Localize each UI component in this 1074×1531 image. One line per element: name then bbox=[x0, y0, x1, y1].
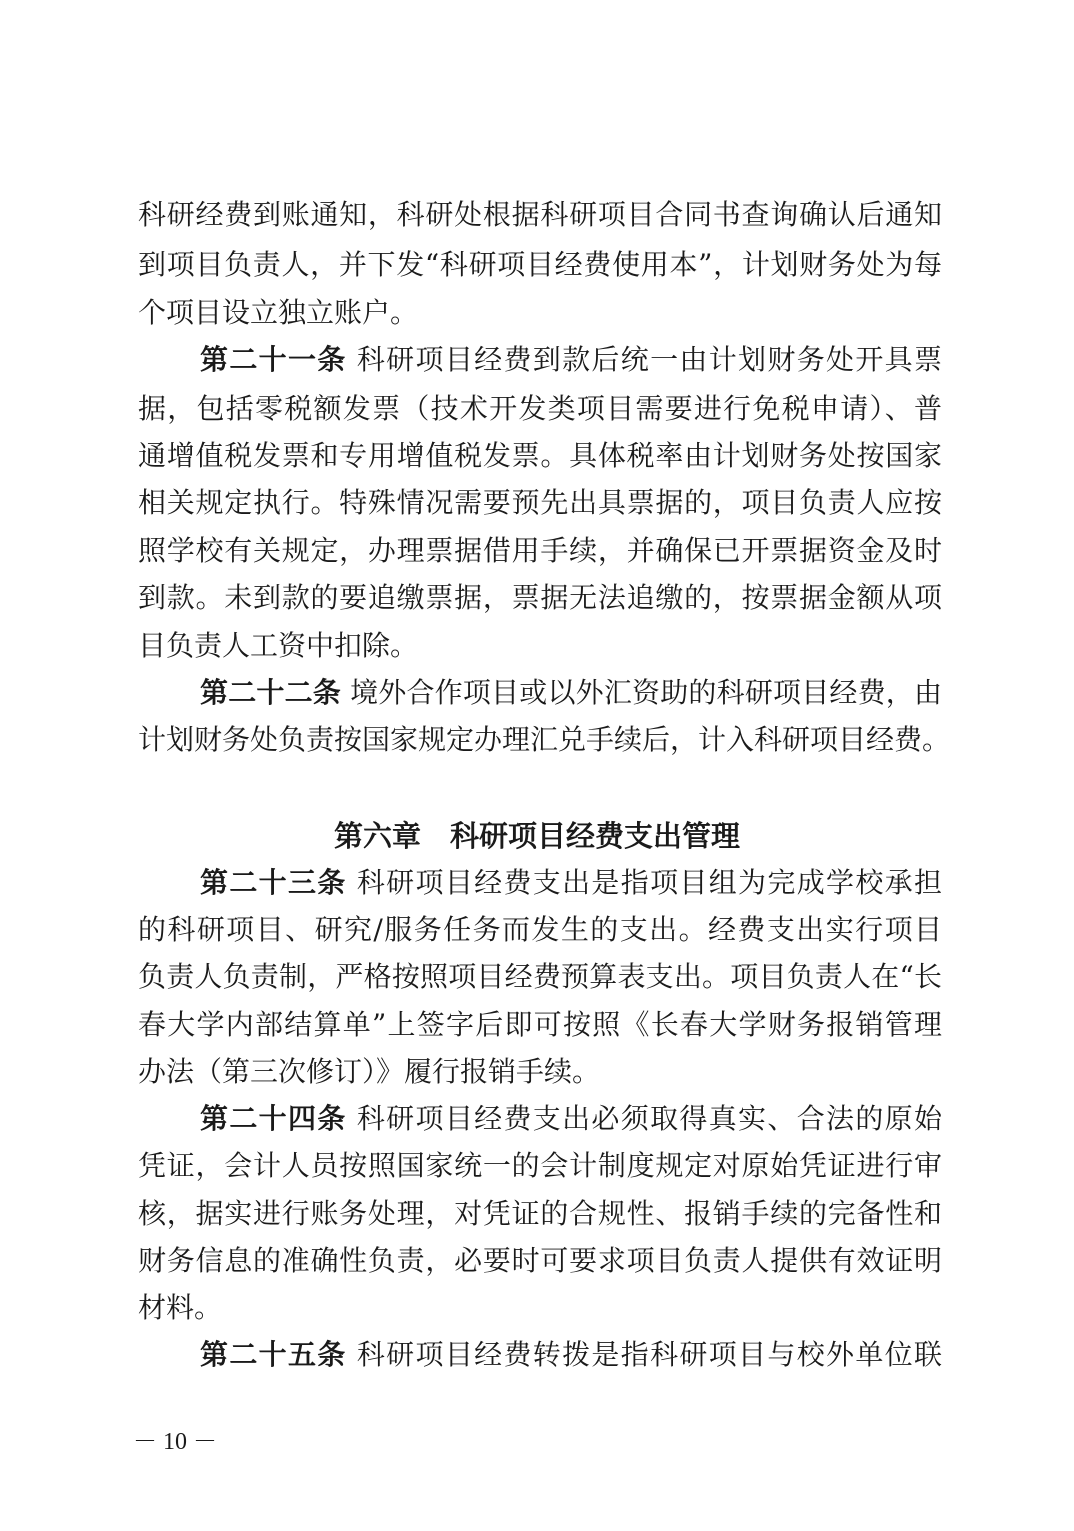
article-text: 科研项目经费到款后统一由计划财务处开具票 bbox=[346, 343, 942, 376]
paragraph-line: 据，包括零税额发票（技术开发类项目需要进行免税申请）、普 bbox=[138, 392, 942, 425]
paragraph-line: 春大学内部结算单”上签字后即可按照《长春大学财务报销管理 bbox=[138, 1008, 942, 1041]
paragraph-line: 财务信息的准确性负责，必要时可要求项目负责人提供有效证明 bbox=[138, 1244, 942, 1277]
article-25-first-line bbox=[200, 1335, 942, 1375]
article-23-first-line bbox=[200, 863, 942, 903]
paragraph-line: 计划财务处负责按国家规定办理汇兑手续后，计入科研项目经费。 bbox=[138, 723, 951, 756]
paragraph-line: 个项目设立独立账户。 bbox=[138, 296, 419, 329]
paragraph-line: 办法（第三次修订）》履行报销手续。 bbox=[138, 1055, 601, 1088]
article-21-first-line bbox=[200, 340, 942, 380]
paragraph-line: 核，据实进行账务处理，对凭证的合规性、报销手续的完备性和 bbox=[138, 1197, 942, 1230]
paragraph-line: 材料。 bbox=[138, 1291, 223, 1324]
article-22-first-line bbox=[200, 673, 942, 713]
chapter-heading: 第六章 科研项目经费支出管理 bbox=[333, 819, 740, 853]
article-label: 第二十三条 bbox=[200, 866, 347, 899]
paragraph-line: 科研经费到账通知，科研处根据科研项目合同书查询确认后通知 bbox=[138, 198, 942, 231]
article-text: 境外合作项目或以外汇资助的科研项目经费，由 bbox=[340, 676, 942, 709]
paragraph-line: 到项目负责人，并下发“科研项目经费使用本”，计划财务处为每 bbox=[138, 248, 942, 281]
article-24-first-line bbox=[200, 1099, 942, 1139]
paragraph-line: 通增值税发票和专用增值税发票。具体税率由计划财务处按国家 bbox=[138, 439, 942, 472]
article-label: 第二十四条 bbox=[200, 1102, 347, 1135]
page-number: － 10 － bbox=[133, 1429, 217, 1455]
paragraph-line: 负责人负责制，严格按照项目经费预算表支出。项目负责人在“长 bbox=[138, 960, 942, 993]
article-text: 科研项目经费支出是指项目组为完成学校承担 bbox=[346, 866, 942, 899]
article-text: 科研项目经费支出必须取得真实、合法的原始 bbox=[346, 1102, 942, 1135]
paragraph-line: 照学校有关规定，办理票据借用手续，并确保已开票据资金及时 bbox=[138, 534, 942, 567]
article-label: 第二十二条 bbox=[200, 676, 341, 709]
paragraph-line: 相关规定执行。特殊情况需要预先出具票据的，项目负责人应按 bbox=[138, 486, 942, 519]
article-label: 第二十一条 bbox=[200, 343, 347, 376]
article-text: 科研项目经费转拨是指科研项目与校外单位联 bbox=[346, 1338, 942, 1371]
paragraph-line: 凭证，会计人员按照国家统一的会计制度规定对原始凭证进行审 bbox=[138, 1149, 942, 1182]
paragraph-line: 目负责人工资中扣除。 bbox=[138, 629, 419, 662]
paragraph-line: 的科研项目、研究/服务任务而发生的支出。经费支出实行项目 bbox=[138, 913, 942, 946]
paragraph-line: 到款。未到款的要追缴票据，票据无法追缴的，按票据金额从项 bbox=[138, 581, 942, 614]
article-label: 第二十五条 bbox=[200, 1338, 347, 1371]
